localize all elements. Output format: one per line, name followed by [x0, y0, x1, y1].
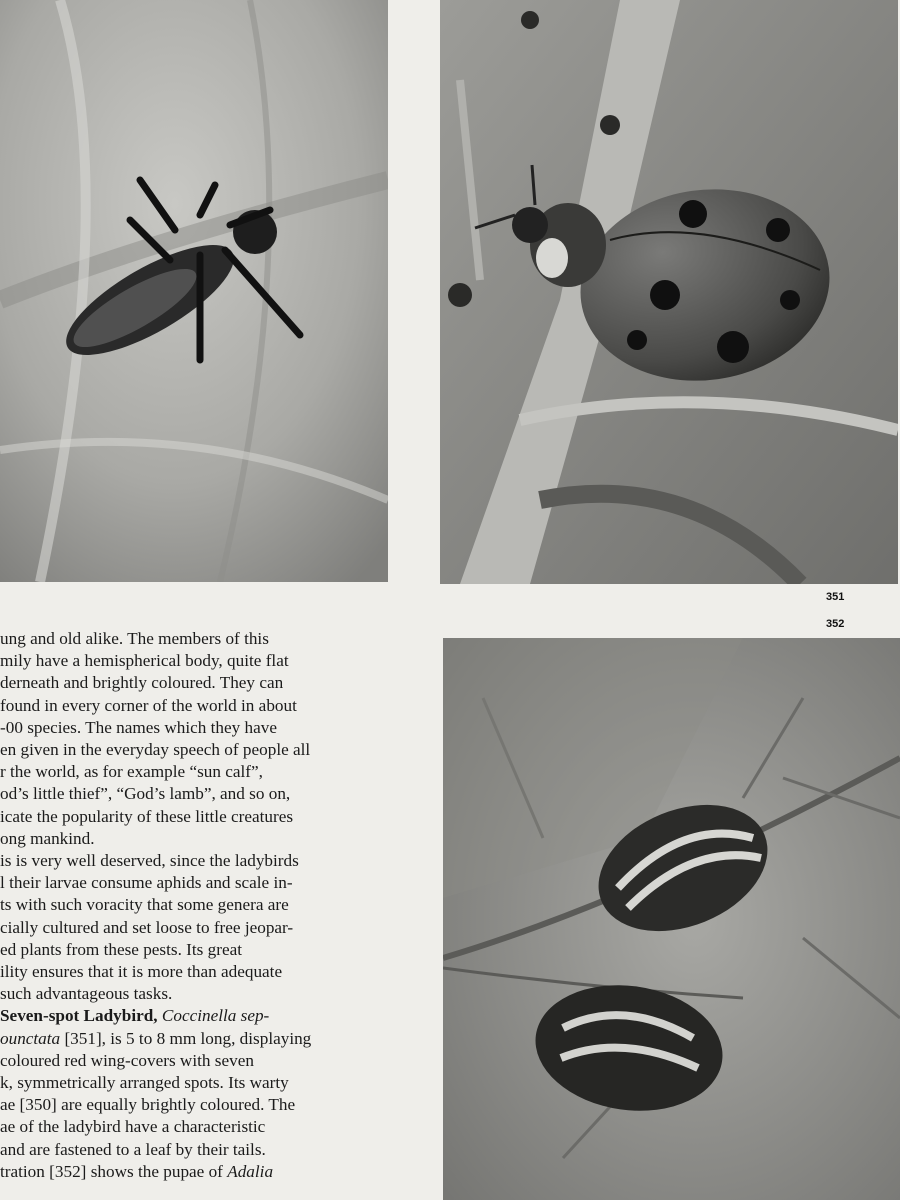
text-line: ae [350] are equally brightly coloured. The — [0, 1095, 296, 1115]
text-line: derneath and brightly coloured. They can — [0, 673, 284, 693]
text-fragment: tration [352] shows the pupae of — [0, 1161, 223, 1181]
latin-name: Adalia — [227, 1161, 274, 1181]
text-line: is is very well deserved, since the ladybirds — [0, 851, 299, 871]
text-line: found in every corner of the world in about — [0, 695, 297, 715]
pupae-photo — [443, 638, 900, 1200]
text-line: icate the popularity of these little creatures — [0, 806, 294, 826]
text-line: -00 species. The names which they have — [0, 717, 277, 737]
text-line: r the world, as for example “sun calf”, — [0, 762, 263, 782]
text-line: ong mankind. — [0, 828, 95, 848]
text-line: cially cultured and set loose to free jeopar- — [0, 917, 294, 937]
species-name: Seven-spot Ladybird, — [0, 1006, 158, 1026]
text-line: ung and old alike. The members of this — [0, 629, 269, 648]
figure-number-351: 351 — [826, 591, 845, 603]
text-line: l their larvae consume aphids and scale in- — [0, 873, 293, 893]
text-line: od’s little thief”, “God’s lamb”, and so on, — [0, 784, 291, 804]
text-line: en given in the everyday speech of people all — [0, 740, 311, 760]
text-line: ts with such voracity that some genera are — [0, 895, 289, 915]
text-line: k, symmetrically arranged spots. Its warty — [0, 1073, 289, 1093]
text-line — [0, 1161, 398, 1183]
larva-photo — [0, 0, 388, 582]
text-line: ility ensures that it is more than adequate — [0, 962, 283, 982]
text-line — [0, 1005, 398, 1027]
figure-number-352: 352 — [826, 618, 845, 630]
latin-name-cont: ounctata — [0, 1028, 61, 1048]
text-line: ed plants from these pests. Its great — [0, 939, 242, 959]
text-line: coloured red wing-covers with seven — [0, 1050, 254, 1070]
text-line: and are fastened to a leaf by their tails. — [0, 1139, 266, 1159]
text-line: ae of the ladybird have a characteristic — [0, 1117, 266, 1137]
body-text — [0, 628, 398, 1200]
text-fragment: [351], is 5 to 8 mm long, displaying — [64, 1028, 312, 1048]
text-line — [0, 1028, 398, 1050]
latin-name: Coccinella sep- — [161, 1006, 270, 1026]
text-line: mily have a hemispherical body, quite flat — [0, 651, 289, 671]
text-line: such advantageous tasks. — [0, 984, 173, 1004]
ladybird-photo — [440, 0, 898, 584]
